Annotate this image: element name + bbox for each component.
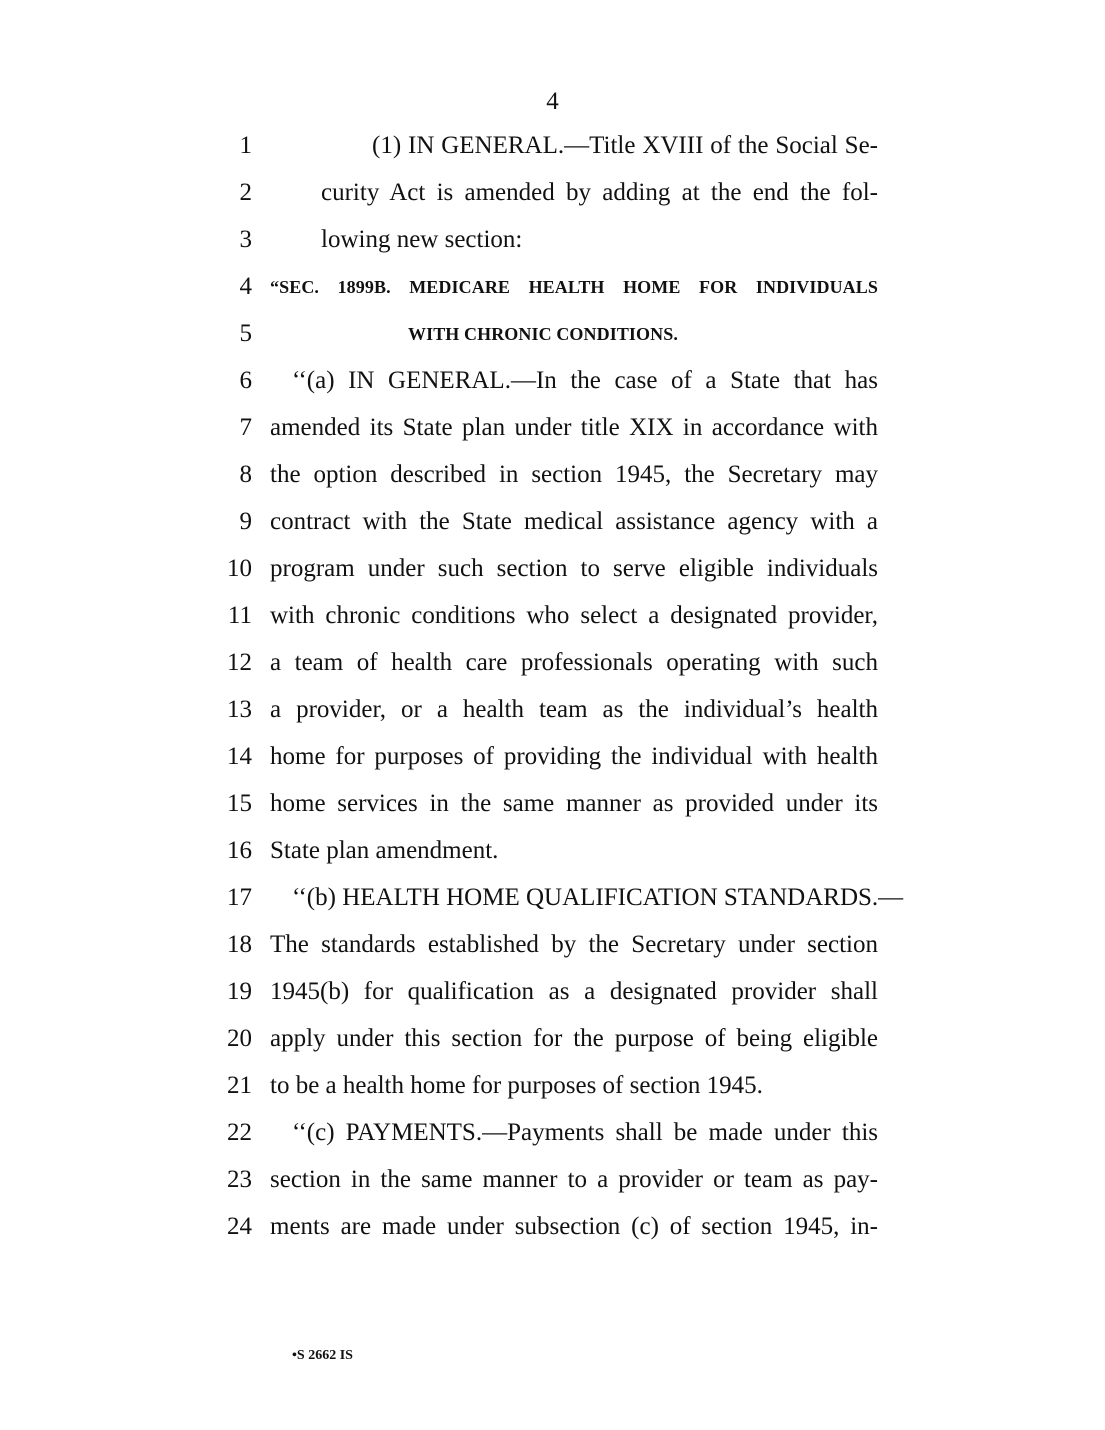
line-text: The standards established by the Secretary under section <box>270 931 878 958</box>
line-text: the option described in section 1945, the Secretary may <box>270 461 878 488</box>
line-text: program under such section to serve eligible individuals <box>270 555 878 582</box>
line-number: 18 <box>227 931 252 958</box>
line-number: 20 <box>227 1025 252 1052</box>
line-number: 1 <box>239 132 252 159</box>
line-text: to be a health home for purposes of section 1945. <box>270 1072 763 1099</box>
line-number: 13 <box>227 696 252 723</box>
line-number: 14 <box>227 743 252 770</box>
line-23 <box>0 1160 1105 1200</box>
line-number: 5 <box>239 320 252 347</box>
line-24 <box>0 1207 1105 1247</box>
line-number: 6 <box>239 367 252 394</box>
line-text: ‘‘(c) PAYMENTS.—Payments shall be made under this <box>292 1119 878 1146</box>
line-number: 11 <box>227 602 252 629</box>
line-text: ‘‘(a) IN GENERAL.—In the case of a State that has <box>292 367 878 394</box>
line-number: 4 <box>239 273 252 300</box>
line-text: with chronic conditions who select a designated provider, <box>270 602 878 629</box>
section-heading-continued: WITH CHRONIC CONDITIONS. <box>408 324 678 344</box>
line-number: 2 <box>239 179 252 206</box>
line-6 <box>0 361 1105 401</box>
line-13 <box>0 690 1105 730</box>
line-18 <box>0 925 1105 965</box>
line-number: 15 <box>227 790 252 817</box>
bill-footer: •S 2662 IS <box>292 1348 353 1363</box>
page-number: 4 <box>546 88 559 115</box>
line-text: ‘‘(b) HEALTH HOME QUALIFICATION STANDARDS.— <box>292 884 904 911</box>
line-number: 10 <box>227 555 252 582</box>
line-1 <box>0 126 1105 166</box>
line-14 <box>0 737 1105 777</box>
line-text: section in the same manner to a provider or team as pay- <box>270 1166 878 1193</box>
line-17 <box>0 878 1105 918</box>
line-text: State plan amendment. <box>270 837 499 864</box>
line-number: 19 <box>227 978 252 1005</box>
line-number: 17 <box>227 884 252 911</box>
line-text: ments are made under subsection (c) of section 1945, in- <box>270 1213 878 1240</box>
line-text: curity Act is amended by adding at the end the fol- <box>321 179 878 206</box>
line-2 <box>0 173 1105 213</box>
line-5 <box>0 314 1105 354</box>
line-number: 16 <box>227 837 252 864</box>
line-3 <box>0 220 1105 260</box>
line-text: contract with the State medical assistance agency with a <box>270 508 878 535</box>
line-text: 1945(b) for qualification as a designated provider shall <box>270 978 878 1005</box>
line-21 <box>0 1066 1105 1106</box>
line-7 <box>0 408 1105 448</box>
line-text: home services in the same manner as provided under its <box>270 790 878 817</box>
line-text: a team of health care professionals operating with such <box>270 649 878 676</box>
line-number: 12 <box>227 649 252 676</box>
line-16 <box>0 831 1105 871</box>
line-20 <box>0 1019 1105 1059</box>
line-text: (1) IN GENERAL.—Title XVIII of the Social Se- <box>372 132 878 159</box>
line-number: 23 <box>227 1166 252 1193</box>
line-19 <box>0 972 1105 1012</box>
section-heading: “SEC. 1899B. MEDICARE HEALTH HOME FOR INDIVIDUALS <box>270 277 878 297</box>
line-number: 3 <box>239 226 252 253</box>
line-number: 9 <box>239 508 252 535</box>
line-text: apply under this section for the purpose of being eligible <box>270 1025 878 1052</box>
line-text: lowing new section: <box>321 226 523 253</box>
line-11 <box>0 596 1105 636</box>
line-number: 24 <box>227 1213 252 1240</box>
line-22 <box>0 1113 1105 1153</box>
line-8 <box>0 455 1105 495</box>
line-4 <box>0 267 1105 307</box>
line-text: home for purposes of providing the individual with health <box>270 743 878 770</box>
line-number: 22 <box>227 1119 252 1146</box>
line-number: 21 <box>227 1072 252 1099</box>
line-15 <box>0 784 1105 824</box>
line-number: 8 <box>239 461 252 488</box>
line-9 <box>0 502 1105 542</box>
line-10 <box>0 549 1105 589</box>
line-number: 7 <box>239 414 252 441</box>
line-text: a provider, or a health team as the individual’s health <box>270 696 878 723</box>
line-text: amended its State plan under title XIX in accordance with <box>270 414 878 441</box>
line-12 <box>0 643 1105 683</box>
